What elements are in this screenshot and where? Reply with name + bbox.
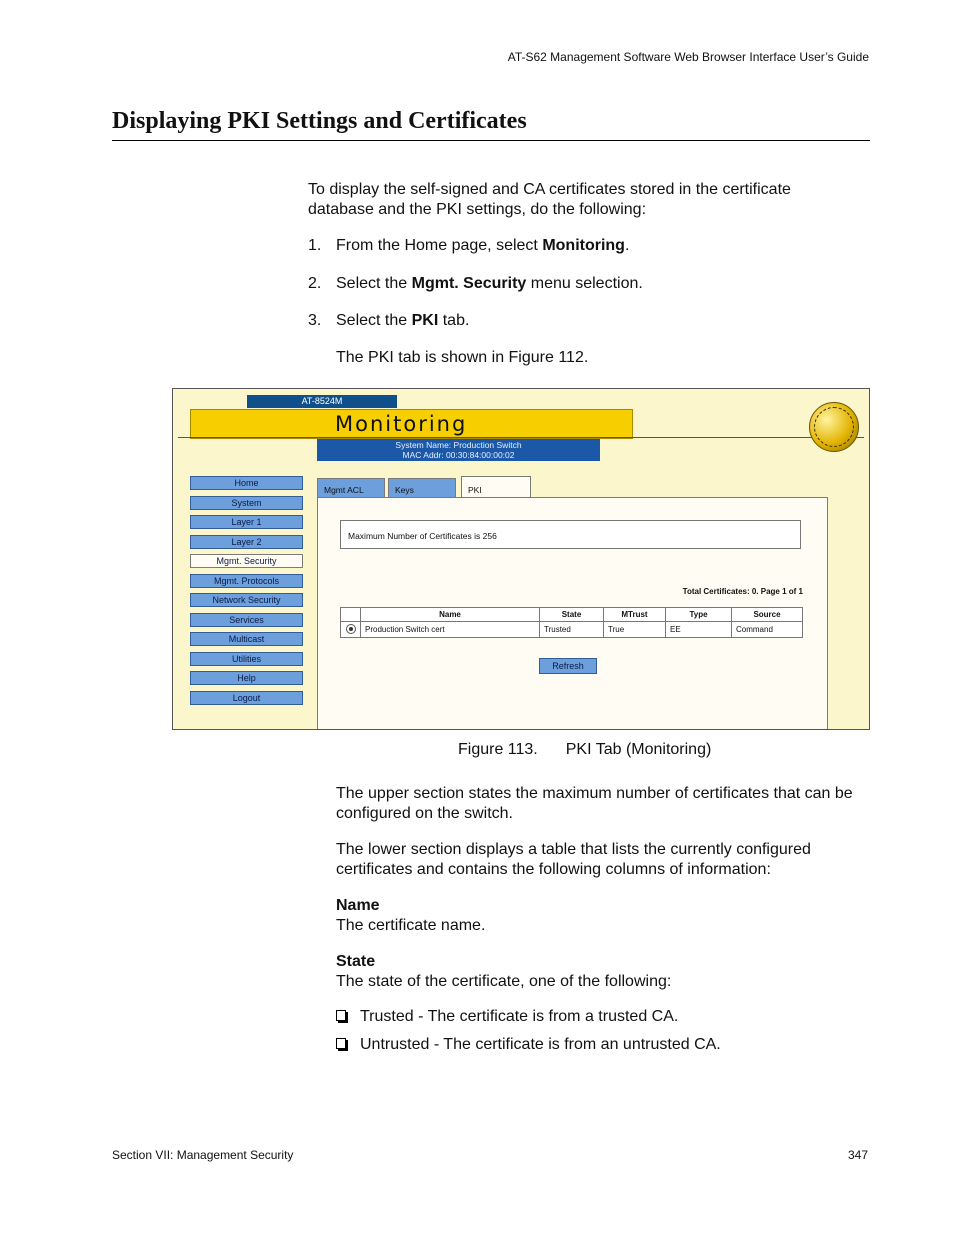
nav-mgmt-security[interactable]: Mgmt. Security	[190, 554, 303, 568]
column-header-name: Name	[361, 608, 540, 622]
figure-caption	[458, 741, 711, 759]
upper-section-paragraph: The upper section states the maximum number of certificates that can be configured on the switch.	[336, 785, 853, 822]
total-certificates: Total Certificates: 0. Page 1 of 1	[682, 587, 803, 596]
term-name-description: The certificate name.	[336, 917, 486, 934]
pki-tab-figure	[172, 388, 870, 730]
step-3: 3. Select the PKI tab.	[308, 312, 470, 329]
nav-network-security[interactable]: Network Security	[190, 593, 303, 607]
tab-keys[interactable]: Keys	[388, 478, 456, 497]
row-radio-button[interactable]	[346, 624, 356, 634]
max-certificates-box: Maximum Number of Certificates is 256	[340, 520, 801, 549]
nav-home[interactable]: Home	[190, 476, 303, 490]
monitoring-banner	[190, 409, 633, 439]
banner-title: Monitoring	[335, 412, 468, 436]
nav-utilities[interactable]: Utilities	[190, 652, 303, 666]
banner-rule	[178, 437, 864, 438]
column-header-mtrust: MTrust	[604, 608, 666, 622]
intro-paragraph: To display the self-signed and CA certificates stored in the certificate database and the PKI settings, do the following:	[308, 181, 791, 218]
nav-logout[interactable]: Logout	[190, 691, 303, 705]
nav-system[interactable]: System	[190, 496, 303, 510]
cell-state: Trusted	[540, 622, 604, 638]
section-title: Displaying PKI Settings and Certificates	[112, 108, 527, 134]
figure-reference-note: The PKI tab is shown in Figure 112.	[336, 349, 589, 366]
lower-section-paragraph: The lower section displays a table that lists the currently configured certificates and contains the following columns of information:	[336, 841, 811, 878]
nav-mgmt-protocols[interactable]: Mgmt. Protocols	[190, 574, 303, 588]
page-number: 347	[847, 1148, 868, 1162]
globe-logo-icon	[809, 402, 859, 452]
step-1: 1. From the Home page, select Monitoring.	[308, 237, 630, 254]
checkbox-bullet-icon	[336, 1010, 346, 1021]
cell-type: EE	[666, 622, 732, 638]
model-label: AT-8524M	[247, 395, 397, 408]
checkbox-bullet-icon	[336, 1038, 346, 1049]
mac-address: MAC Addr: 00:30:84:00:00:02	[402, 450, 515, 460]
nav-layer-2[interactable]: Layer 2	[190, 535, 303, 549]
list-item: Untrusted - The certificate is from an untrusted CA.	[336, 1036, 721, 1054]
term-state-description: The state of the certificate, one of the following:	[336, 973, 672, 990]
cell-name: Production Switch cert	[361, 622, 540, 638]
footer-section: Section VII: Management Security	[112, 1148, 294, 1162]
term-state: State	[336, 953, 376, 970]
title-rule	[112, 140, 870, 141]
tab-mgmt-acl[interactable]: Mgmt ACL	[317, 478, 385, 497]
row-select-cell[interactable]	[341, 622, 361, 638]
nav-help[interactable]: Help	[190, 671, 303, 685]
tab-pki[interactable]: PKI	[461, 476, 531, 497]
nav-layer-1[interactable]: Layer 1	[190, 515, 303, 529]
cell-source: Command	[732, 622, 803, 638]
table-header-row	[341, 608, 803, 622]
refresh-button[interactable]: Refresh	[539, 658, 597, 674]
certificates-table	[340, 607, 803, 638]
term-name: Name	[336, 897, 380, 914]
nav-multicast[interactable]: Multicast	[190, 632, 303, 646]
system-info-box	[317, 439, 600, 461]
column-header-type: Type	[666, 608, 732, 622]
caption-text: PKI Tab (Monitoring)	[565, 741, 712, 758]
caption-label: Figure 113.	[458, 741, 538, 758]
table-row[interactable]	[341, 622, 803, 638]
pki-panel	[317, 497, 828, 730]
running-header: AT-S62 Management Software Web Browser Interface User’s Guide	[507, 50, 869, 64]
cell-mtrust: True	[604, 622, 666, 638]
nav-services[interactable]: Services	[190, 613, 303, 627]
list-item: Trusted - The certificate is from a trusted CA.	[336, 1008, 678, 1026]
select-column-header	[341, 608, 361, 622]
system-name: System Name: Production Switch	[395, 440, 522, 450]
column-header-source: Source	[732, 608, 803, 622]
column-header-state: State	[540, 608, 604, 622]
step-2: 2. Select the Mgmt. Security menu selection.	[308, 275, 643, 292]
